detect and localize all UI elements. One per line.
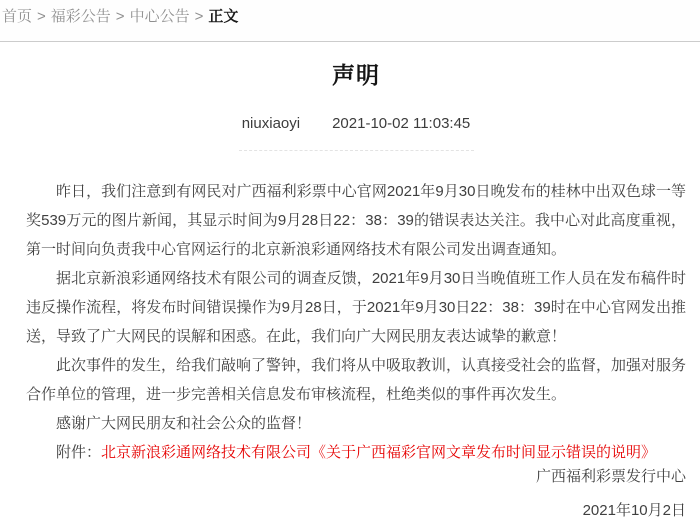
page-title: 声明 xyxy=(332,62,380,88)
attachment-link[interactable]: 北京新浪彩通网络技术有限公司《关于广西福彩官网文章发布时间显示错误的说明》 xyxy=(101,444,657,461)
author-name: niuxiaoyi xyxy=(241,115,301,132)
breadcrumb-current-page: 正文 xyxy=(208,8,239,25)
body-paragraph-2: 据北京新浪彩通网络技术有限公司的调查反馈，2021年9月30日当晚值班工作人员在发布稿件时违反操作流程，将发布时间错误操作为9月28日，于2021年9月30日22：38：39时在中心官网发出推送，导致了广大网民的误解和困惑。在此，我们向广大网民朋友表达诚挚的歉意！ xyxy=(26,270,686,345)
signature-date: 2021年10月2日 xyxy=(582,502,686,519)
breadcrumb-lottery-announcements[interactable]: 福彩公告 xyxy=(50,8,111,25)
attachment-label: 附件： xyxy=(56,444,102,461)
breadcrumb-home[interactable]: 首页 xyxy=(2,8,33,25)
publish-timestamp: 2021-10-02 11:03:45 xyxy=(332,115,471,132)
article-body xyxy=(26,177,686,467)
body-paragraph-4: 感谢广大网民朋友和社会公众的监督！ xyxy=(56,415,312,432)
breadcrumb xyxy=(0,0,700,42)
breadcrumb-separator: > xyxy=(37,8,46,25)
attachment-line xyxy=(26,438,686,467)
dashed-divider xyxy=(239,150,474,151)
breadcrumb-center-announcements[interactable]: 中心公告 xyxy=(129,8,190,25)
article xyxy=(0,63,700,521)
article-meta xyxy=(26,116,686,132)
breadcrumb-separator: > xyxy=(115,8,125,25)
body-paragraph-3: 此次事件的发生，给我们敲响了警钟，我们将从中吸取教训，认真接受社会的监督，加强对服务合作单位的管理，进一步完善相关信息发布审核流程，杜绝类似的事件再次发生。 xyxy=(26,357,687,403)
body-paragraph-1: 昨日，我们注意到有网民对广西福利彩票中心官网2021年9月30日晚发布的桂林中出双色球一等奖539万元的图片新闻，其显示时间为9月28日22：38：39的错误表达关注。我中心对此高度重视，第一时间向负责我中心官网运行的北京新浪彩通网络技术有限公司发出调查通知。 xyxy=(26,183,686,258)
signature-org: 广西福利彩票发行中心 xyxy=(535,468,686,485)
breadcrumb-separator: > xyxy=(194,8,204,25)
